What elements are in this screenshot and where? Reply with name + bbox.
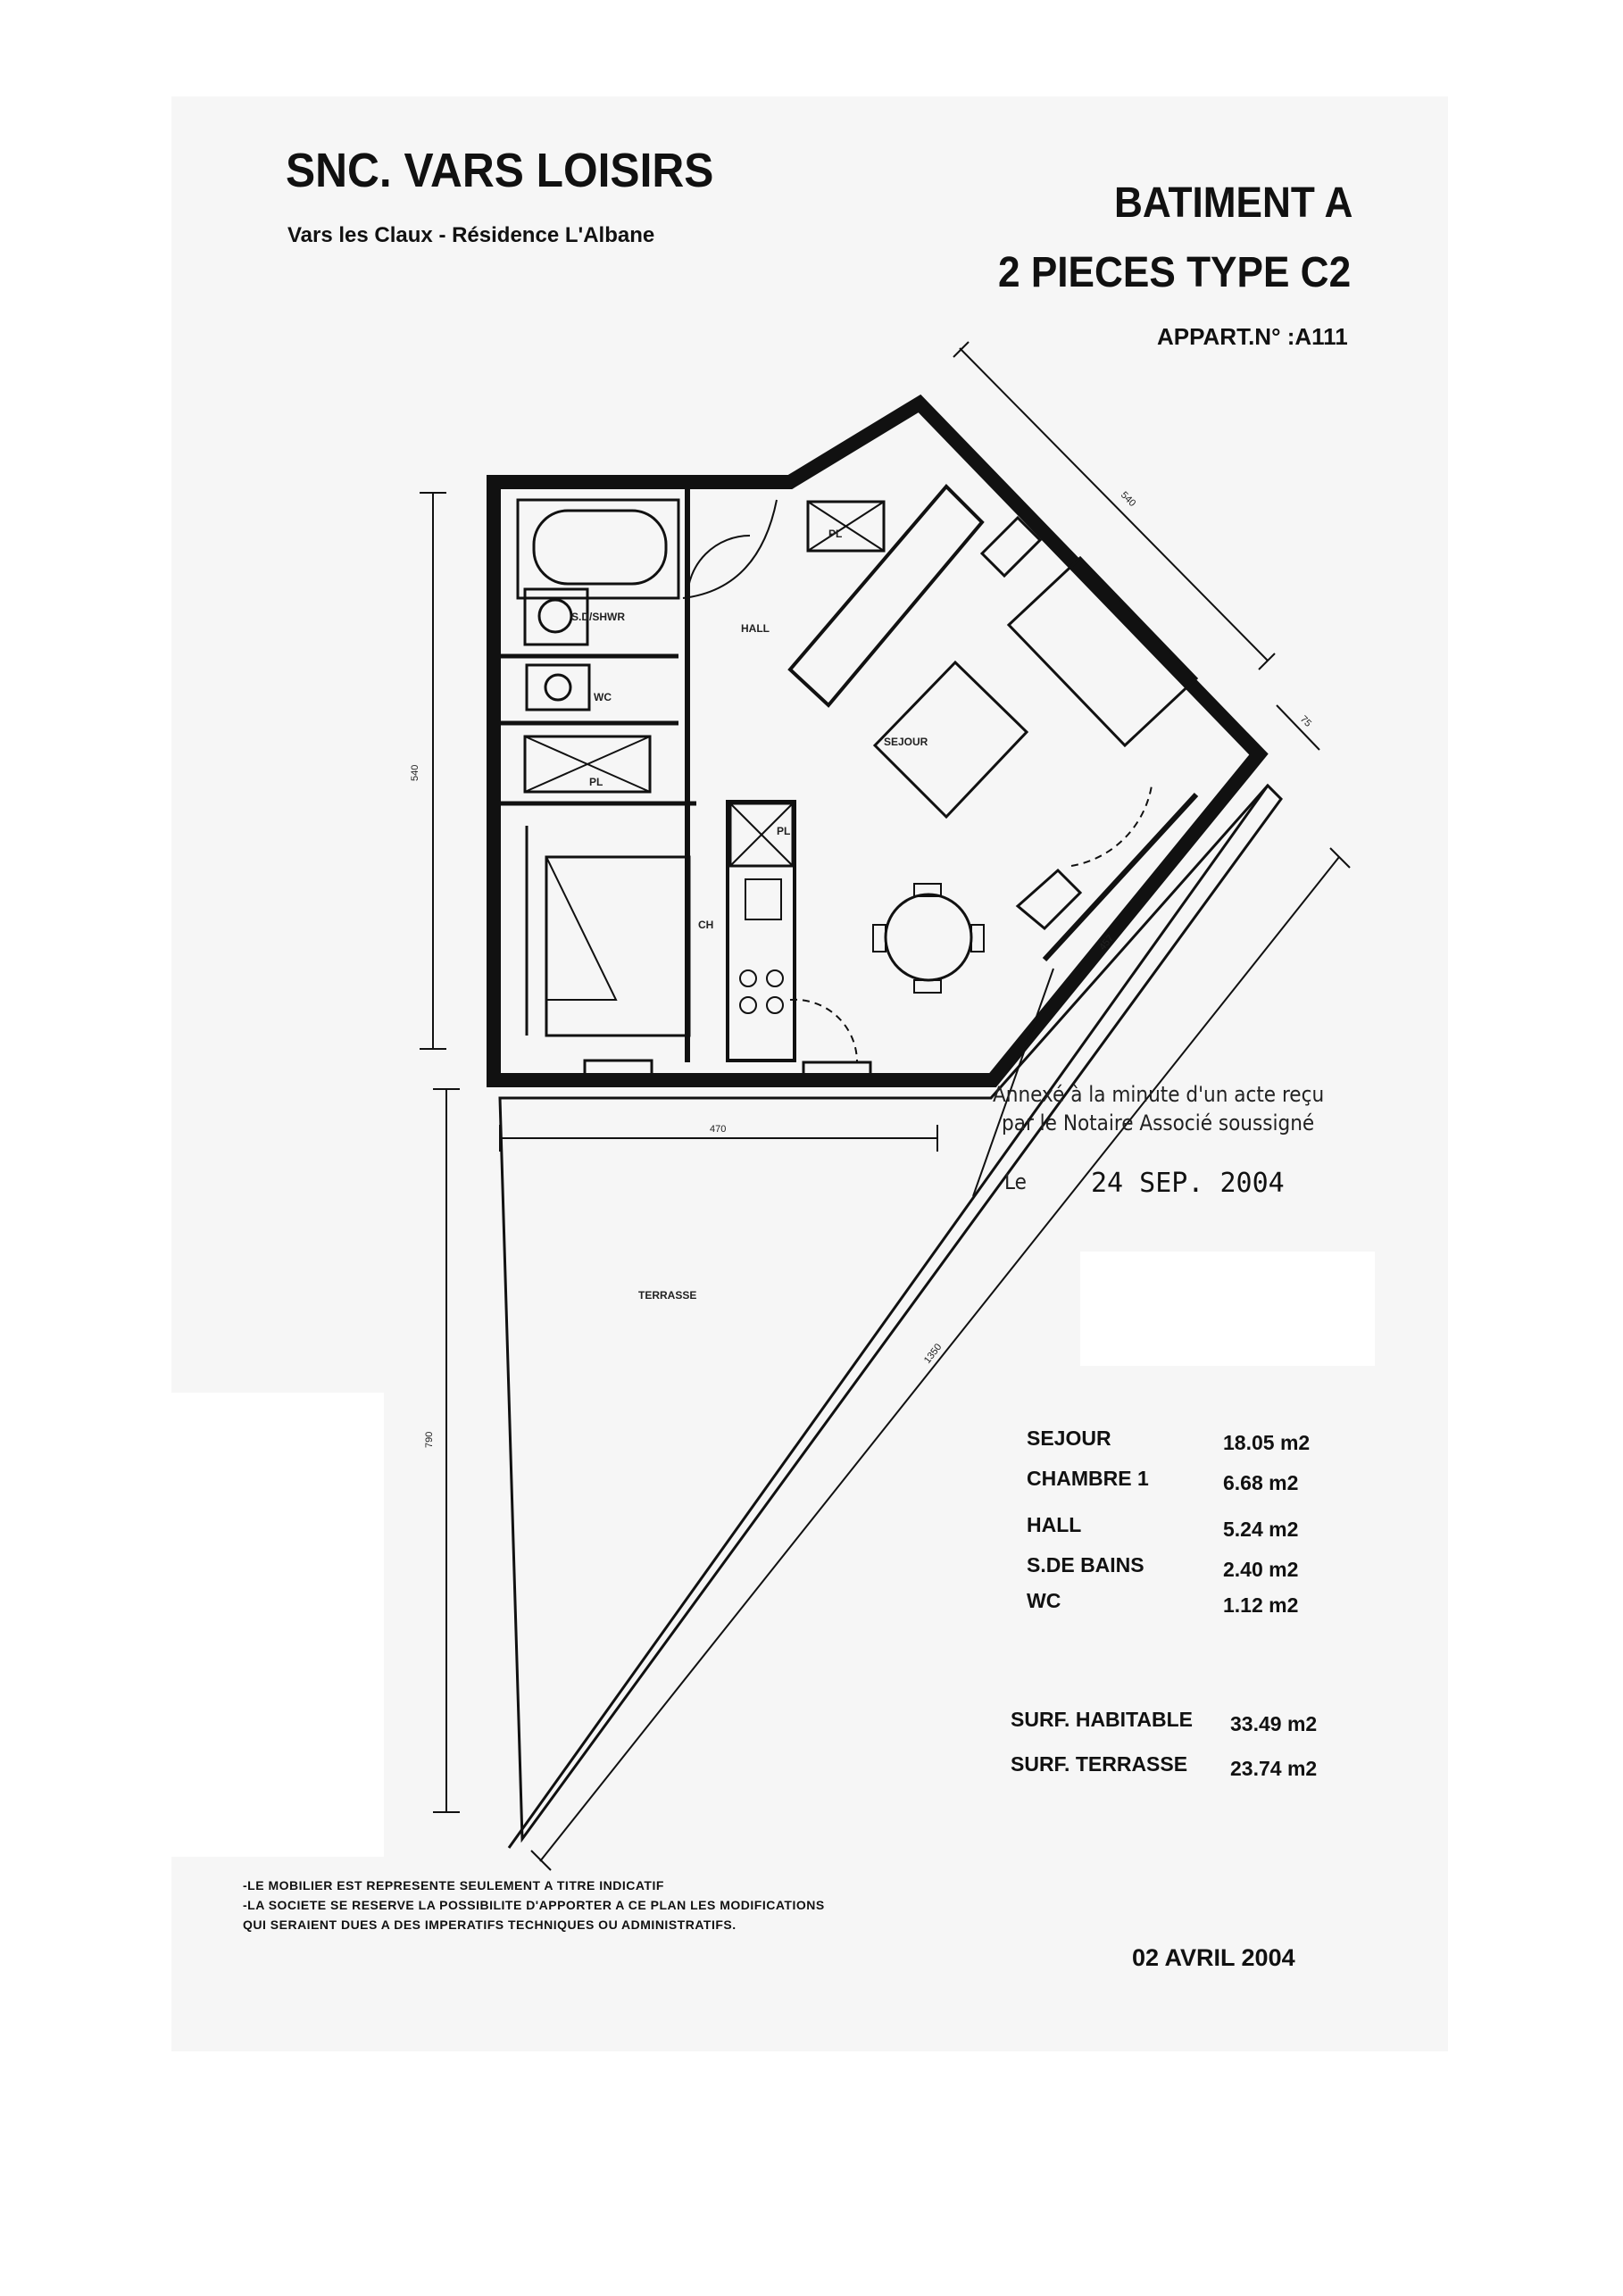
dim-540-top: 540 (1118, 489, 1138, 510)
room-sejour: SEJOUR (884, 736, 928, 748)
area-value: 6.68 m2 (1223, 1471, 1299, 1494)
area-label: CHAMBRE 1 (1027, 1467, 1149, 1490)
annex-line-1: Annexé à la minute d'un acte reçu (993, 1082, 1325, 1107)
annex-line-2: par le Notaire Associé soussigné (1002, 1111, 1315, 1136)
dim-790: 790 (424, 1431, 435, 1448)
area-label: HALL (1027, 1513, 1082, 1536)
apartment-number: APPART.N° :A111 (1157, 323, 1348, 350)
area-label: WC (1027, 1589, 1061, 1612)
room-sdb: S.D/SHWR (571, 611, 625, 623)
company-name: SNC. VARS LOISIRS (286, 144, 714, 197)
document-date: 02 AVRIL 2004 (1132, 1944, 1295, 1971)
note-line-3: QUI SERAIENT DUES A DES IMPERATIFS TECHNIQUES OU ADMINISTRATIFS. (243, 1917, 737, 1932)
total-label: SURF. TERRASSE (1011, 1752, 1188, 1776)
stamp-date: 24 SEP. 2004 (1091, 1168, 1285, 1199)
dim-75: 75 (1297, 713, 1314, 729)
area-value: 18.05 m2 (1223, 1431, 1311, 1454)
room-hall: HALL (741, 622, 770, 635)
blanked-area (1080, 1252, 1375, 1366)
location-text: Vars les Claux - Résidence L'Albane (287, 223, 655, 247)
label-pl-left: PL (589, 776, 603, 788)
outer-wall (494, 403, 1259, 1080)
label-pl-top: PL (828, 528, 843, 540)
label-pl-kitchen: PL (777, 825, 791, 837)
dim-470: 470 (710, 1124, 727, 1135)
area-value: 5.24 m2 (1223, 1518, 1299, 1541)
total-value: 23.74 m2 (1230, 1757, 1318, 1780)
note-line-2: -LA SOCIETE SE RESERVE LA POSSIBILITE D'APPORTER A CE PLAN LES MODIFICATIONS (243, 1898, 825, 1912)
room-terrasse: TERRASSE (638, 1289, 697, 1302)
total-label: SURF. HABITABLE (1011, 1708, 1194, 1731)
area-value: 1.12 m2 (1223, 1593, 1299, 1617)
room-ch: CH (698, 919, 714, 931)
note-line-1: -LE MOBILIER EST REPRESENTE SEULEMENT A TITRE INDICATIF (243, 1878, 664, 1893)
area-label: S.DE BAINS (1027, 1553, 1144, 1576)
annex-le: Le (1004, 1169, 1027, 1194)
building-title: BATIMENT A (1114, 179, 1353, 227)
apartment-type: 2 PIECES TYPE C2 (998, 249, 1352, 296)
dim-540-left: 540 (410, 764, 420, 781)
room-wc: WC (594, 691, 612, 703)
total-value: 33.49 m2 (1230, 1712, 1318, 1735)
dim-1350: 1350 (921, 1342, 945, 1366)
dim-457: 457 (1097, 933, 1117, 953)
area-value: 2.40 m2 (1223, 1558, 1299, 1581)
area-label: SEJOUR (1027, 1427, 1111, 1450)
